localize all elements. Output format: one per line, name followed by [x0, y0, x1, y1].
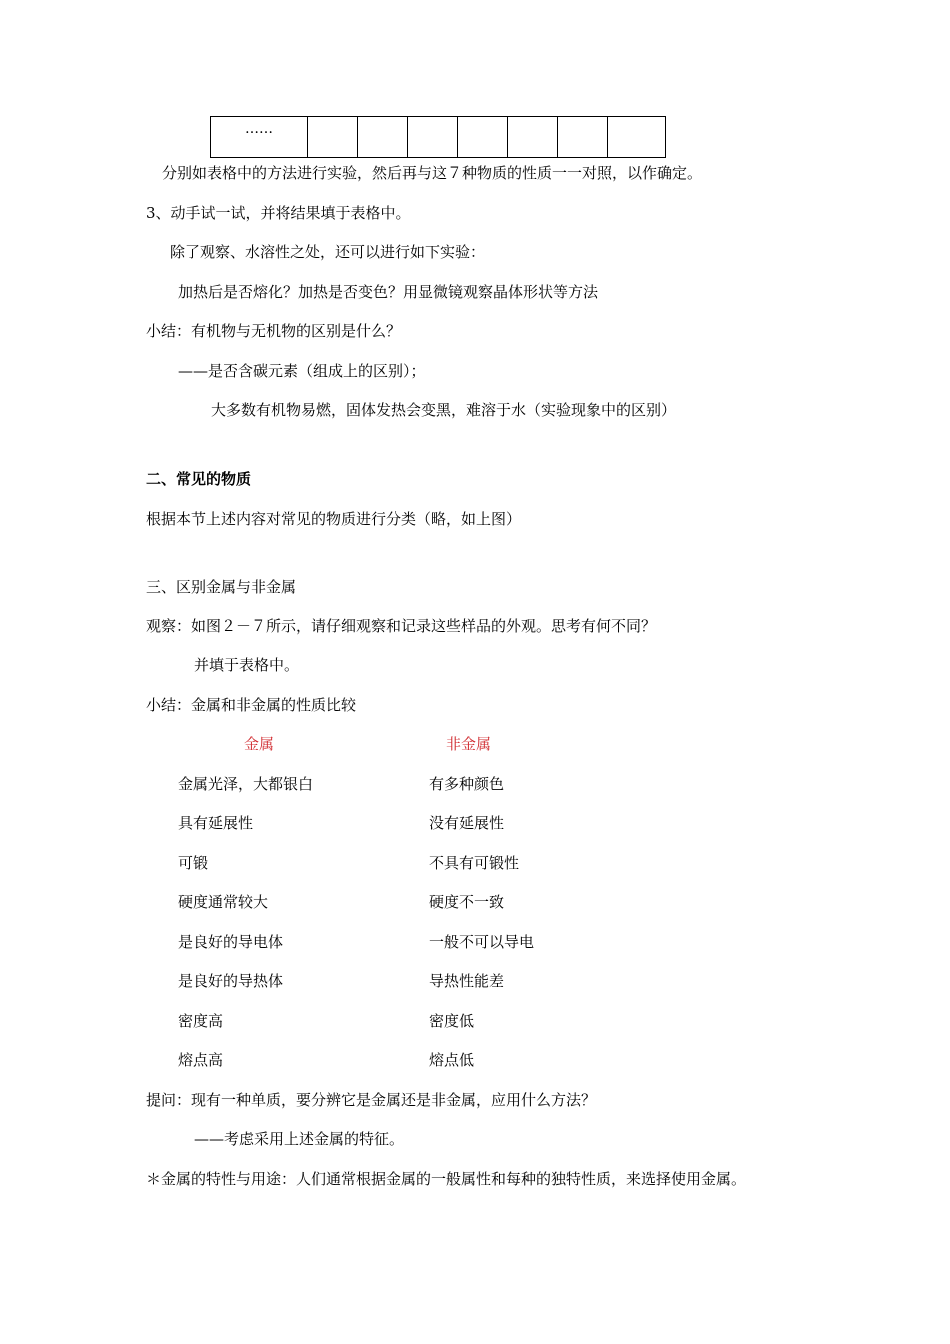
paragraph-carbon-answer: ——是否含碳元素（组成上的区别）；	[178, 362, 426, 380]
table-cell-empty	[458, 117, 508, 158]
paragraph-compare-method: 分别如表格中的方法进行实验，然后再与这７种物质的性质一一对照，以作确定。	[162, 164, 703, 182]
paragraph-fill-table: 并填于表格中。	[194, 656, 300, 674]
table-cell-empty	[608, 117, 666, 158]
paragraph-summary-question: 小结：有机物与无机物的区别是什么？	[146, 322, 402, 340]
metal-property: 熔点高	[178, 1051, 224, 1069]
metal-property: 可锻	[178, 854, 209, 872]
nonmetal-property: 密度低	[429, 1012, 475, 1030]
table-cell-empty	[508, 117, 558, 158]
table-cell-empty	[308, 117, 358, 158]
paragraph-observation: 观察：如图２－７所示，请仔细观察和记录这些样品的外观。思考有何不同？	[146, 617, 657, 635]
nonmetal-property: 硬度不一致	[429, 893, 505, 911]
metal-property: 是良好的导电体	[178, 933, 284, 951]
paragraph-question: 提问：现有一种单质，要分辨它是金属还是非金属，应用什么方法？	[146, 1091, 597, 1109]
metal-property: 具有延展性	[178, 814, 254, 832]
section-heading-metal-nonmetal: 三、区别金属与非金属	[146, 578, 297, 596]
paragraph-step-3: 3、动手试一试，并将结果填于表格中。	[146, 204, 411, 222]
paragraph-classification: 根据本节上述内容对常见的物质进行分类（略，如上图）	[146, 510, 522, 528]
paragraph-metal-uses: ＊金属的特性与用途：人们通常根据金属的一般属性和每种的独特性质，来选择使用金属。	[146, 1170, 747, 1188]
paragraph-other-experiments: 除了观察、水溶性之处，还可以进行如下实验：	[170, 243, 486, 261]
metal-column-header: 金属	[244, 735, 275, 753]
nonmetal-property: 熔点低	[429, 1051, 475, 1069]
nonmetal-property: 一般不可以导电	[429, 933, 535, 951]
metal-property: 密度高	[178, 1012, 224, 1030]
table-cell-ellipsis: ……	[211, 117, 308, 158]
metal-property: 是良好的导热体	[178, 972, 284, 990]
paragraph-summary-comparison: 小结：金属和非金属的性质比较	[146, 696, 357, 714]
nonmetal-property: 导热性能差	[429, 972, 505, 990]
nonmetal-property: 不具有可锻性	[429, 854, 520, 872]
section-heading-common-substances: 二、常见的物质	[146, 470, 252, 488]
metal-property: 硬度通常较大	[178, 893, 269, 911]
paragraph-phenomena-answer: 大多数有机物易燃，固体发热会变黑，难溶于水（实验现象中的区别）	[211, 401, 677, 419]
experiment-table	[210, 116, 666, 158]
nonmetal-property: 有多种颜色	[429, 775, 505, 793]
nonmetal-property: 没有延展性	[429, 814, 505, 832]
table-cell-empty	[408, 117, 458, 158]
table-cell-empty	[558, 117, 608, 158]
metal-property: 金属光泽，大都银白	[178, 775, 314, 793]
table-row	[211, 117, 666, 158]
table-cell-empty	[358, 117, 408, 158]
paragraph-heating-methods: 加热后是否熔化？加热是否变色？用显微镜观察晶体形状等方法	[178, 283, 599, 301]
nonmetal-column-header: 非金属	[446, 735, 492, 753]
paragraph-answer: ——考虑采用上述金属的特征。	[194, 1130, 405, 1148]
